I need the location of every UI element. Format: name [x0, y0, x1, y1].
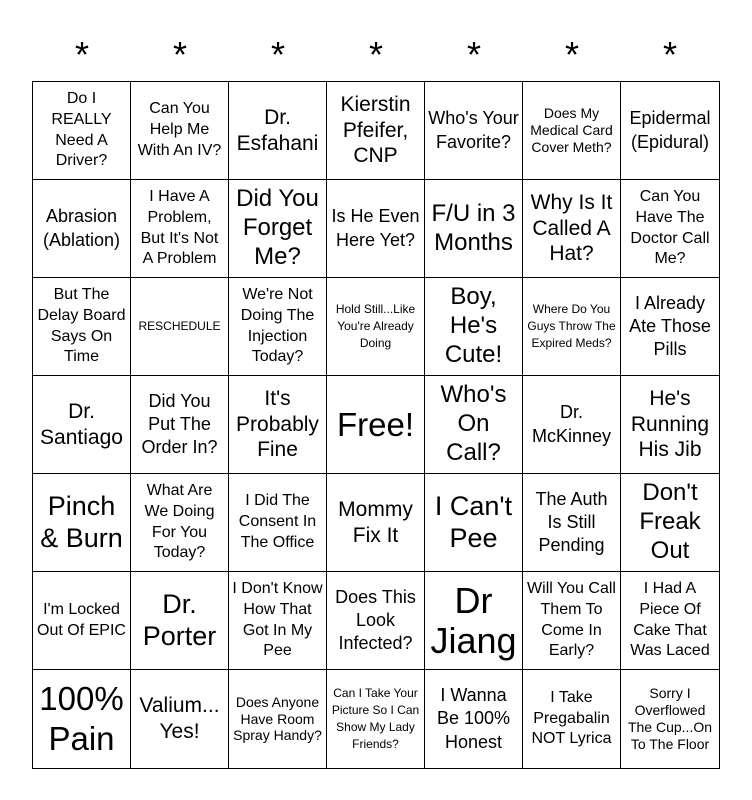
bingo-cell[interactable]: I Had A Piece Of Cake That Was Laced — [621, 572, 719, 670]
bingo-cell[interactable]: The Auth Is Still Pending — [523, 474, 621, 572]
bingo-cell[interactable]: Does This Look Infected? — [327, 572, 425, 670]
bingo-cell[interactable]: 100% Pain — [33, 670, 131, 768]
bingo-cell[interactable]: Do I REALLY Need A Driver? — [33, 82, 131, 180]
bingo-cell[interactable]: I Did The Consent In The Office — [229, 474, 327, 572]
header-asterisk: * — [662, 34, 677, 75]
bingo-cell[interactable]: Will You Call Them To Come In Early? — [523, 572, 621, 670]
bingo-cell[interactable]: Did You Put The Order In? — [131, 376, 229, 474]
bingo-cell[interactable]: Boy, He's Cute! — [425, 278, 523, 376]
bingo-cell[interactable]: We're Not Doing The Injection Today? — [229, 278, 327, 376]
header-asterisk: * — [368, 34, 383, 75]
bingo-cell[interactable]: RESCHEDULE — [131, 278, 229, 376]
bingo-cell[interactable]: Dr. McKinney — [523, 376, 621, 474]
bingo-cell[interactable]: Dr. Santiago — [33, 376, 131, 474]
bingo-cell[interactable]: Pinch & Burn — [33, 474, 131, 572]
bingo-cell[interactable]: I Already Ate Those Pills — [621, 278, 719, 376]
bingo-cell[interactable]: Dr. Porter — [131, 572, 229, 670]
bingo-cell[interactable]: Why Is It Called A Hat? — [523, 180, 621, 278]
bingo-cell[interactable]: Where Do You Guys Throw The Expired Meds? — [523, 278, 621, 376]
bingo-cell[interactable]: Who's On Call? — [425, 376, 523, 474]
bingo-cell[interactable]: Can I Take Your Picture So I Can Show My Lady Friends? — [327, 670, 425, 768]
bingo-cell[interactable]: Dr Jiang — [425, 572, 523, 670]
bingo-cell[interactable]: Who's Your Favorite? — [425, 82, 523, 180]
bingo-cell[interactable]: Can You Have The Doctor Call Me? — [621, 180, 719, 278]
header-asterisk: * — [466, 34, 481, 75]
bingo-cell[interactable]: I Take Pregabalin NOT Lyrica — [523, 670, 621, 768]
bingo-cell[interactable]: I Can't Pee — [425, 474, 523, 572]
free-space-cell[interactable]: Free! — [327, 376, 425, 474]
bingo-cell[interactable]: But The Delay Board Says On Time — [33, 278, 131, 376]
header-asterisk: * — [564, 34, 579, 75]
bingo-cell[interactable]: What Are We Doing For You Today? — [131, 474, 229, 572]
bingo-cell[interactable]: Can You Help Me With An IV? — [131, 82, 229, 180]
bingo-board — [32, 81, 720, 769]
bingo-cell[interactable]: Kierstin Pfeifer, CNP — [327, 82, 425, 180]
bingo-cell[interactable]: Does Anyone Have Room Spray Handy? — [229, 670, 327, 768]
bingo-cell[interactable]: Don't Freak Out — [621, 474, 719, 572]
bingo-cell[interactable]: I Wanna Be 100% Honest — [425, 670, 523, 768]
bingo-cell[interactable]: Does My Medical Card Cover Meth? — [523, 82, 621, 180]
bingo-cell[interactable]: He's Running His Jib — [621, 376, 719, 474]
bingo-cell[interactable]: I Don't Know How That Got In My Pee — [229, 572, 327, 670]
bingo-cell[interactable]: Is He Even Here Yet? — [327, 180, 425, 278]
bingo-header-row — [33, 30, 719, 80]
bingo-cell[interactable]: Mommy Fix It — [327, 474, 425, 572]
bingo-cell[interactable]: It's Probably Fine — [229, 376, 327, 474]
header-asterisk: * — [74, 34, 89, 75]
bingo-cell[interactable]: Abrasion (Ablation) — [33, 180, 131, 278]
bingo-cell[interactable]: I Have A Problem, But It's Not A Problem — [131, 180, 229, 278]
bingo-cell[interactable]: Epidermal (Epidural) — [621, 82, 719, 180]
header-asterisk: * — [270, 34, 285, 75]
bingo-cell[interactable]: Sorry I Overflowed The Cup...On To The Floor — [627, 685, 713, 752]
bingo-cell[interactable]: Did You Forget Me? — [229, 180, 327, 278]
bingo-cell[interactable]: F/U in 3 Months — [425, 180, 523, 278]
bingo-cell[interactable]: I'm Locked Out Of EPIC — [33, 572, 131, 670]
bingo-cell[interactable]: Hold Still...Like You're Already Doing — [327, 278, 425, 376]
bingo-cell[interactable]: Valium... Yes! — [131, 670, 229, 768]
bingo-cell[interactable]: Dr. Esfahani — [229, 82, 327, 180]
header-asterisk: * — [172, 34, 187, 75]
